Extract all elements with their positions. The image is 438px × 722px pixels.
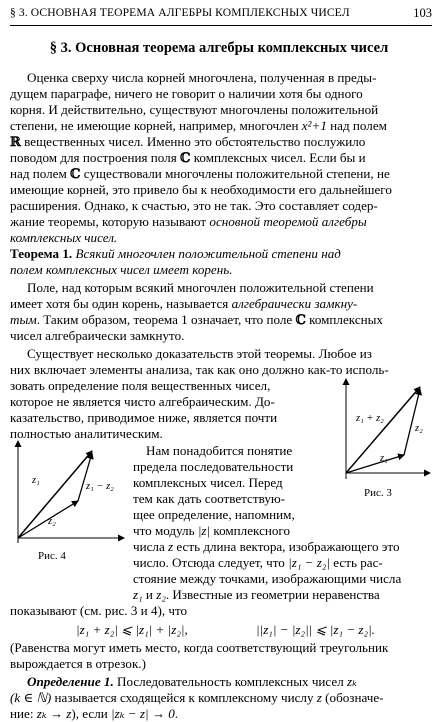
theorem-label: Теорема 1. [10, 246, 73, 261]
paragraph-line: комплексных чисел. Перед [133, 475, 283, 490]
label-diff: z₁ − z₂ [86, 481, 114, 492]
running-head-title: § 3. ОСНОВНАЯ ТЕОРЕМА АЛГЕБРЫ КОМПЛЕКСНЫХ ЧИСЕЛ [10, 6, 350, 19]
paragraph-line: над полем ℂ существовали многочлены положительной степени, не [10, 166, 390, 182]
paragraph-line: тем как дать соответствую- [133, 491, 286, 506]
definition-statement: ние: zₖ → z), если |zₖ − z| → 0. [10, 706, 179, 721]
definition-statement: (k ∈ ℕ) называется сходящейся к комплексному числу z (обозначе- [10, 690, 384, 705]
paragraph-line: казательство, приводимое ниже, является почти [10, 410, 278, 425]
figure-4-caption: Рис. 4 [38, 550, 66, 562]
label-z1: z₁ [32, 475, 40, 486]
paragraph-line: комплексных чисел. [10, 230, 118, 245]
field-symbol: ℂ [295, 313, 306, 328]
paragraph-line: показывают (см. рис. 3 и 4), что [10, 603, 188, 618]
running-head [10, 6, 432, 26]
paragraph-line: вырождается в отрезок.) [10, 656, 146, 671]
paragraph-line: имеющие корней, это привело бы к необходимости его дальнейшего [10, 182, 392, 197]
paragraph-line: дущем параграфе, ничего не говорит о наличии хотя бы одного [10, 86, 363, 101]
paragraph-line: ℝ вещественных чисел. Именно это обстоятельство послужило [10, 134, 366, 150]
field-symbol: ℂ [70, 167, 81, 182]
paragraph-line: что модуль |z| комплексного [133, 523, 291, 538]
paragraph-line: Оценка сверху числа корней многочлена, полученная в преды- [27, 70, 377, 85]
figure-3 [336, 373, 432, 481]
theorem-statement: полем комплексных чисел имеет корень. [10, 262, 233, 277]
paragraph-line: предела последовательности [133, 459, 294, 474]
paragraph-line: стояние между точками, изображающими числа [133, 571, 402, 586]
paragraph-line: Поле, над которым всякий многочлен положительной степени [27, 280, 374, 295]
paragraph-line: z₁ и z₂. Известные из геометрии неравенства [133, 587, 380, 602]
paragraph-line: чисел алгебраически замкнуто. [10, 328, 185, 343]
paragraph-line: степени, не имеющие корней, например, многочлен x²+1 над полем [10, 118, 387, 133]
inequality-triangle: |z₁ + z₂| ⩽ |z₁| + |z₂|, [76, 622, 188, 637]
paragraph-line: них включает элементы анализа, так как оно должно как-то исполь- [10, 362, 389, 377]
paragraph-line: число. Отсюда следует, что |z₁ − z₂| есть рас- [133, 555, 383, 570]
paragraph-line: жание теоремы, которую называют основной теоремой алгебры [10, 214, 367, 229]
paragraph-line: щее определение, напомним, [133, 507, 295, 522]
figure-3-caption: Рис. 3 [364, 487, 392, 499]
paragraph-line: поводом для построения поля ℂ комплексных чисел. Если бы и [10, 150, 366, 166]
field-symbol: ℝ [10, 135, 21, 150]
page-number: 103 [413, 6, 432, 20]
section-title: § 3. Основная теорема алгебры комплексных чисел [49, 40, 389, 56]
label-z2: z₂ [415, 423, 423, 434]
definition-label: Определение 1. [27, 674, 114, 689]
field-symbol: ℂ [180, 151, 191, 166]
paragraph-line: (Равенства могут иметь место, когда соответствующий треугольник [10, 640, 389, 655]
formula: x²+1 [301, 118, 327, 133]
label-sum: z₁ + z₂ [356, 413, 384, 424]
paragraph-line: Существует несколько доказательств этой теоремы. Любое из [27, 346, 372, 361]
theorem-statement: Теорема 1. Всякий многочлен положительной степени над [10, 246, 341, 261]
paragraph-line: Нам понадобится понятие [146, 443, 293, 458]
paragraph-line: имеет хотя бы один корень, называется алгебраически замкну- [10, 296, 358, 311]
label-z2: z₂ [48, 516, 56, 527]
paragraph-line: которое не является чисто алгебраическим. До- [10, 394, 275, 409]
paragraph-line: зовать определение поля вещественных чисел, [10, 378, 271, 393]
inequality-reverse-triangle: ||z₁| − |z₂|| ⩽ |z₁ − z₂|. [256, 622, 375, 637]
vector-z2 [404, 389, 420, 455]
paragraph-line: полностью аналитическим. [10, 426, 163, 441]
paragraph-line: расширения. Однако, к счастью, это не так. Это составляет содер- [10, 198, 378, 213]
label-z1: z₁ [380, 453, 388, 464]
definition-statement: Определение 1. Последовательность комплексных чисел zₖ [27, 674, 357, 689]
header-rule [10, 25, 432, 26]
paragraph-line: корня. И действительно, существуют многочлены положительной [10, 102, 379, 117]
figure-4 [8, 435, 126, 545]
paragraph-line: тым. Таким образом, теорема 1 означает, что поле ℂ комплексных [10, 312, 383, 328]
paragraph-line: числа z есть длина вектора, изображающего это [133, 539, 400, 554]
